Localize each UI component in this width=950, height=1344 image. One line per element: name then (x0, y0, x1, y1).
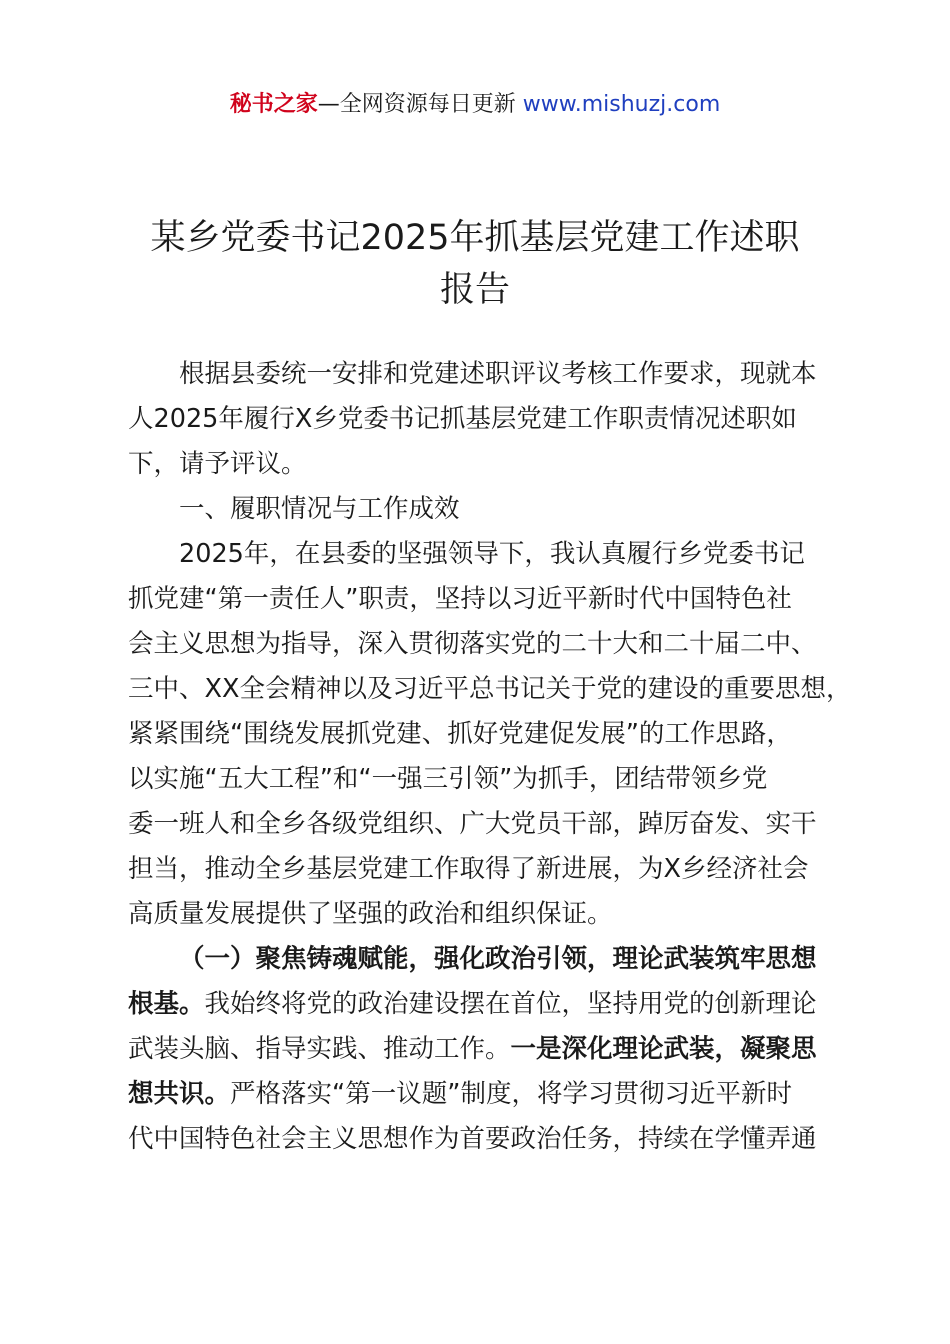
paragraph-text: 严格落实“第一议题”制度，将学习贯彻习近平新时 (230, 1079, 792, 1109)
site-header (0, 88, 950, 122)
paragraph-line: 以实施“五大工程”和“一强三引领”为抓手，团结带领乡党 (128, 764, 768, 794)
paragraph-line: 高质量发展提供了坚强的政治和组织保证。 (128, 899, 613, 929)
paragraph-line: 根据县委统一安排和党建述职评议考核工作要求，现就本 (179, 359, 817, 389)
section-heading: 一、履职情况与工作成效 (179, 494, 460, 524)
paragraph-line: 紧紧围绕“围绕发展抓党建、抓好党建促发展”的工作思路， (128, 719, 792, 749)
subsection-heading: （一）聚焦铸魂赋能，强化政治引领，理论武装筑牢思想 (179, 944, 817, 974)
paragraph-line: 代中国特色社会主义思想作为首要政治任务，持续在学懂弄通 (128, 1124, 817, 1154)
paragraph-text: 我始终将党的政治建设摆在首位，坚持用党的创新理论 (204, 989, 817, 1019)
point-heading: 一是深化理论武装，凝聚思 (510, 1034, 817, 1064)
paragraph-line (128, 1027, 840, 1072)
header-slogan: —全网资源每日更新 (317, 92, 516, 117)
paragraph-text: 武装头脑、指导实践、推动工作。 (128, 1034, 511, 1064)
paragraph-line (128, 937, 840, 982)
paragraph-line: 抓党建“第一责任人”职责，坚持以习近平新时代中国特色社 (128, 584, 792, 614)
title-line-1: 某乡党委书记2025年抓基层党建工作述职 (150, 218, 800, 258)
paragraph-line: 2025年，在县委的坚强领导下，我认真履行乡党委书记 (179, 539, 805, 569)
paragraph-line: 三中、XX全会精神以及习近平总书记关于党的建设的重要思想， (128, 674, 852, 704)
paragraph-line: 人2025年履行X乡党委书记抓基层党建工作职责情况述职如 (128, 404, 797, 434)
paragraph-line: 担当，推动全乡基层党建工作取得了新进展，为X乡经济社会 (128, 854, 809, 884)
paragraph-line: 委一班人和全乡各级党组织、广大党员干部，踔厉奋发、实干 (128, 809, 817, 839)
title-line-2: 报告 (439, 270, 510, 310)
subsection-heading-end: 根基。 (128, 989, 205, 1019)
paragraph-line (128, 982, 840, 1027)
paragraph-line: 会主义思想为指导，深入贯彻落实党的二十大和二十届二中、 (128, 629, 817, 659)
paragraph-line: 下，请予评议。 (128, 449, 307, 479)
paragraph-line (128, 1072, 840, 1117)
document-title (120, 212, 830, 316)
point-heading-end: 想共识。 (128, 1079, 231, 1109)
document-body (128, 352, 852, 1162)
brand-name: 秘书之家 (229, 92, 318, 117)
site-url: www.mishuzj.com (522, 92, 721, 117)
